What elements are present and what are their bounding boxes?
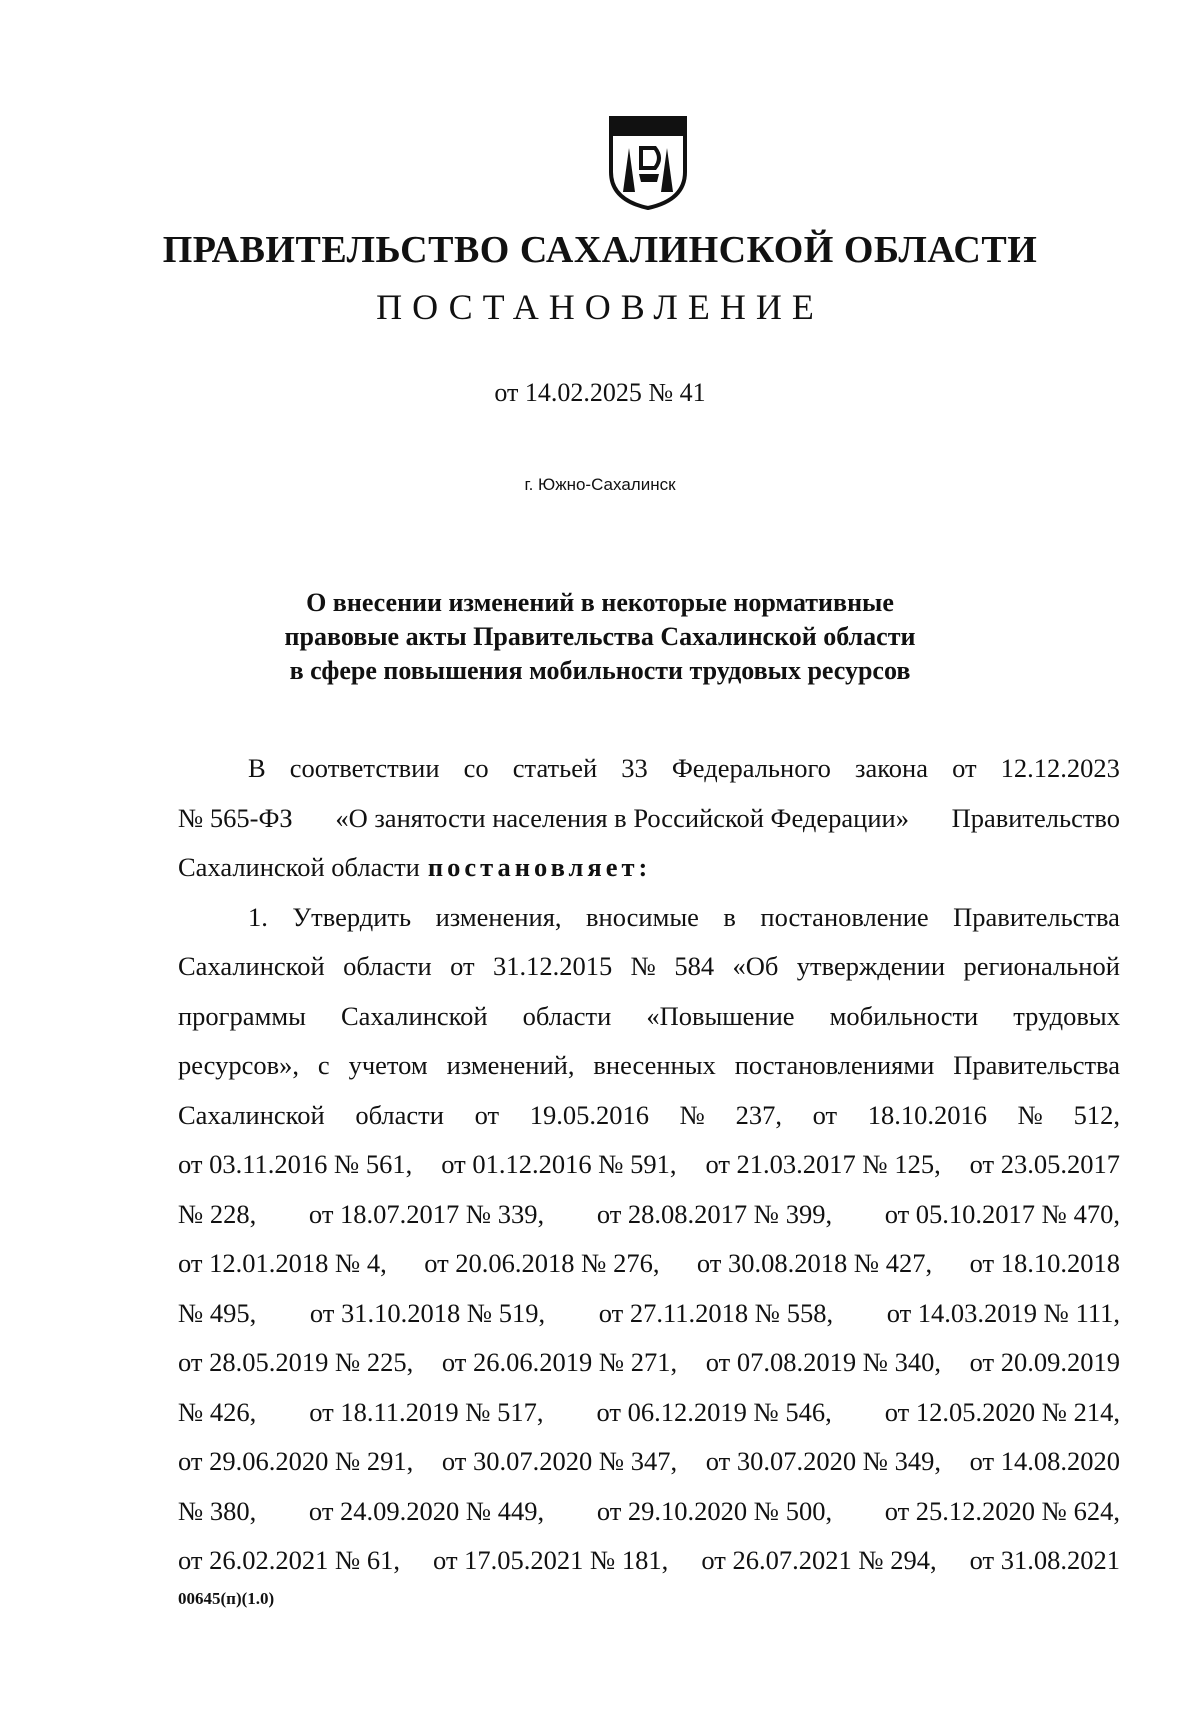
body-line: ресурсов», с учетом изменений, внесенных постановлениями Правительства — [178, 1050, 1120, 1080]
body-line: № 380, от 24.09.2020 № 449, от 29.10.2020 № 500, от 25.12.2020 № 624, — [178, 1495, 1120, 1526]
subject-line: в сфере повышения мобильности трудовых ресурсов — [289, 656, 911, 685]
government-title: ПРАВИТЕЛЬСТВО САХАЛИНСКОЙ ОБЛАСТИ — [162, 229, 1038, 271]
body-line: от 28.05.2019 № 225, от 26.06.2019 № 271, от 07.08.2019 № 340, от 20.09.2019 — [178, 1347, 1120, 1377]
decree-word: постановляет: — [427, 852, 652, 882]
body-line: от 03.11.2016 № 561, от 01.12.2016 № 591, от 21.03.2017 № 125, от 23.05.2017 — [178, 1149, 1120, 1179]
document-body — [178, 744, 1120, 1586]
document-date-number: от 14.02.2025 № 41 — [494, 378, 706, 407]
body-line: от 12.01.2018 № 4, от 20.06.2018 № 276, от 30.08.2018 № 427, от 18.10.2018 — [178, 1248, 1120, 1278]
body-line: Сахалинской области постановляет: — [178, 843, 1120, 893]
form-code: 00645(п)(1.0) — [178, 1589, 275, 1608]
body-line: № 565-ФЗ «О занятости населения в Российской Федерации» Правительство — [178, 802, 1120, 833]
body-line: Сахалинской области от 31.12.2015 № 584 «Об утверждении региональной — [178, 951, 1120, 981]
subject-line: О внесении изменений в некоторые нормативные — [306, 588, 894, 617]
body-line: от 29.06.2020 № 291, от 30.07.2020 № 347, от 30.07.2020 № 349, от 14.08.2020 — [178, 1446, 1120, 1476]
body-line: № 228, от 18.07.2017 № 339, от 28.08.2017 № 399, от 05.10.2017 № 470, — [178, 1198, 1120, 1229]
body-line: 1. Утвердить изменения, вносимые в постановление Правительства — [248, 901, 1120, 932]
subject-line: правовые акты Правительства Сахалинской области — [284, 622, 916, 651]
body-line: В соответствии со статьей 33 Федерального закона от 12.12.2023 — [248, 753, 1120, 783]
body-line: от 26.02.2021 № 61, от 17.05.2021 № 181, от 26.07.2021 № 294, от 31.08.2021 — [178, 1545, 1120, 1575]
body-line: № 426, от 18.11.2019 № 517, от 06.12.2019 № 546, от 12.05.2020 № 214, — [178, 1396, 1120, 1427]
coat-of-arms-emblem — [603, 112, 693, 212]
body-line: № 495, от 31.10.2018 № 519, от 27.11.2018 № 558, от 14.03.2019 № 111, — [178, 1297, 1120, 1328]
body-line: Сахалинской области от 19.05.2016 № 237, от 18.10.2016 № 512, — [178, 1099, 1120, 1130]
document-subject — [0, 586, 1200, 688]
document-type: ПОСТАНОВЛЕНИЕ — [376, 287, 824, 327]
body-line: программы Сахалинской области «Повышение мобильности трудовых — [178, 1000, 1120, 1031]
document-city: г. Южно-Сахалинск — [524, 475, 676, 494]
